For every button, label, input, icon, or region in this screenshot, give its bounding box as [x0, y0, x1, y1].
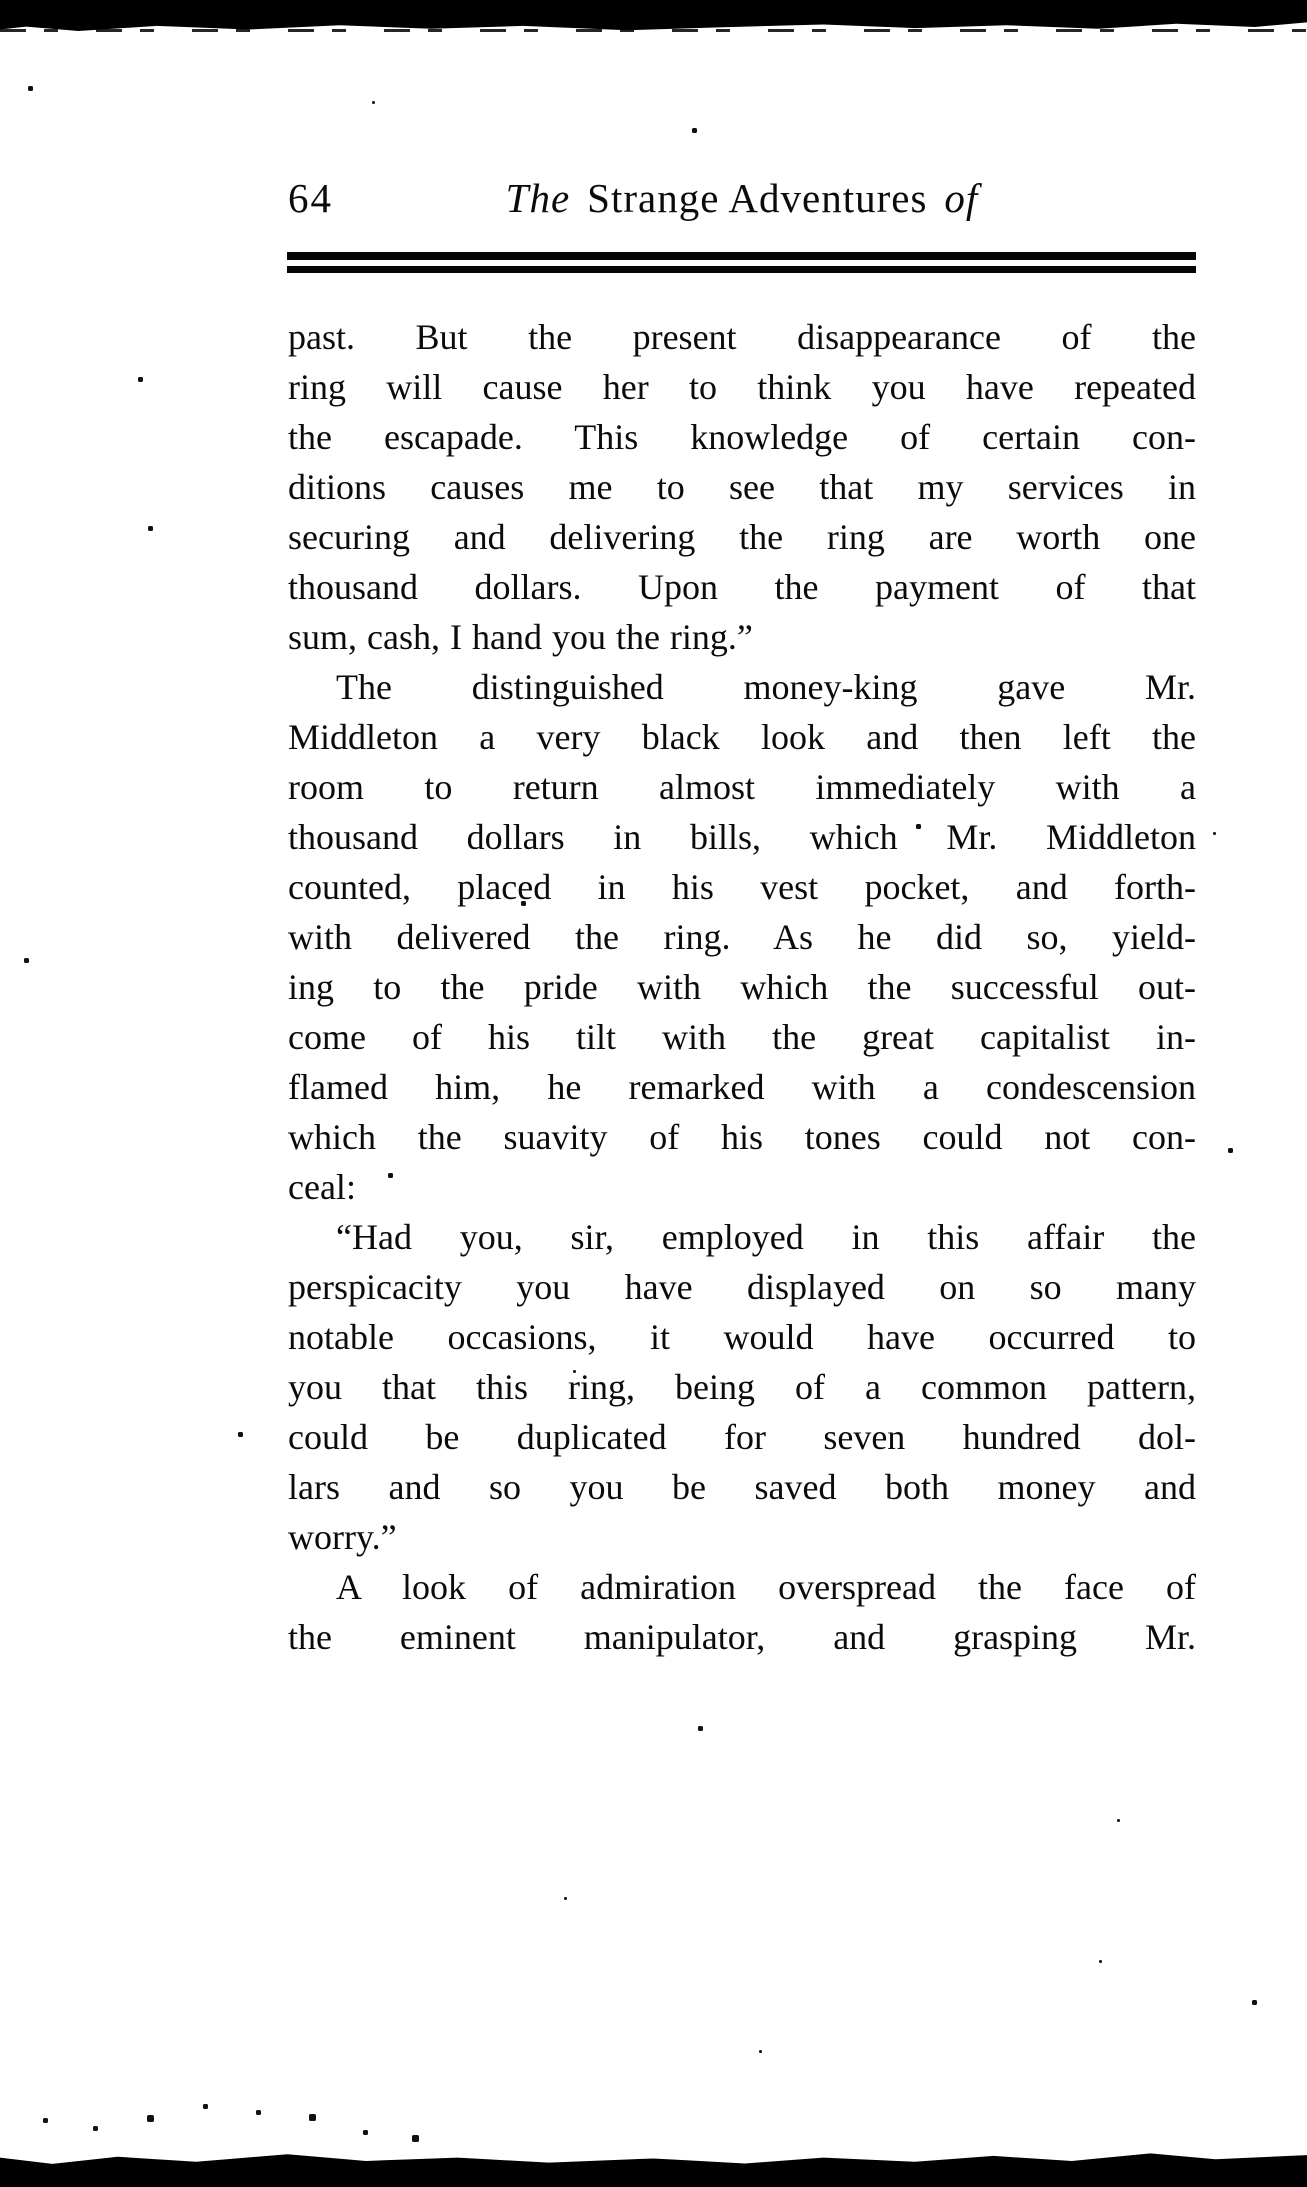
- text-line: past. But the present disappearance of the: [288, 317, 1196, 357]
- text-line: could be duplicated for seven hundred dol-: [288, 1417, 1196, 1457]
- scan-top-edge-noise: [0, 29, 1307, 32]
- text-line: ditions causes me to see that my services in: [288, 467, 1196, 507]
- text-line: Middleton a very black look and then left the: [288, 717, 1196, 757]
- text-line: the escapade. This knowledge of certain con-: [288, 417, 1196, 457]
- text-line: room to return almost immediately with a: [288, 767, 1196, 807]
- page-number: 64: [288, 175, 333, 221]
- text-line: come of his tilt with the great capitalist in-: [288, 1017, 1196, 1057]
- body-text: [288, 312, 1196, 1662]
- text-line: ceal:: [288, 1167, 356, 1207]
- text-line: A look of admiration overspread the face of: [336, 1567, 1196, 1607]
- running-title-of: of: [944, 175, 979, 221]
- text-line: flamed him, he remarked with a condescension: [288, 1067, 1196, 1107]
- head-rule: [287, 252, 1196, 273]
- text-line: perspicacity you have displayed on so many: [288, 1267, 1196, 1307]
- text-line: securing and delivering the ring are worth one: [288, 517, 1196, 557]
- text-line: which the suavity of his tones could not con-: [288, 1117, 1196, 1157]
- running-head: [288, 168, 1196, 228]
- running-title: [288, 168, 1196, 228]
- text-line: notable occasions, it would have occurred to: [288, 1317, 1196, 1357]
- text-line: thousand dollars. Upon the payment of that: [288, 567, 1196, 607]
- ink-speckles: [0, 0, 1, 1]
- text-line: ring will cause her to think you have repeated: [288, 367, 1196, 407]
- text-line: worry.”: [288, 1517, 397, 1557]
- text-line: with delivered the ring. As he did so, yield-: [288, 917, 1196, 957]
- text-line: counted, placed in his vest pocket, and forth-: [288, 867, 1196, 907]
- scan-bottom-edge-artifact: [0, 2145, 1307, 2187]
- text-line: sum, cash, I hand you the ring.”: [288, 617, 753, 657]
- text-line: ing to the pride with which the successful out-: [288, 967, 1196, 1007]
- text-line: you that this ring, being of a common pattern,: [288, 1367, 1196, 1407]
- running-title-the: The: [505, 175, 571, 221]
- text-line: the eminent manipulator, and grasping Mr.: [288, 1617, 1196, 1657]
- text-line: lars and so you be saved both money and: [288, 1467, 1196, 1507]
- text-line: The distinguished money-king gave Mr.: [336, 667, 1196, 707]
- running-title-main: Strange Adventures: [587, 175, 928, 221]
- text-line: “Had you, sir, employed in this affair the: [336, 1217, 1196, 1257]
- text-line: thousand dollars in bills, which Mr. Middleton: [288, 817, 1196, 857]
